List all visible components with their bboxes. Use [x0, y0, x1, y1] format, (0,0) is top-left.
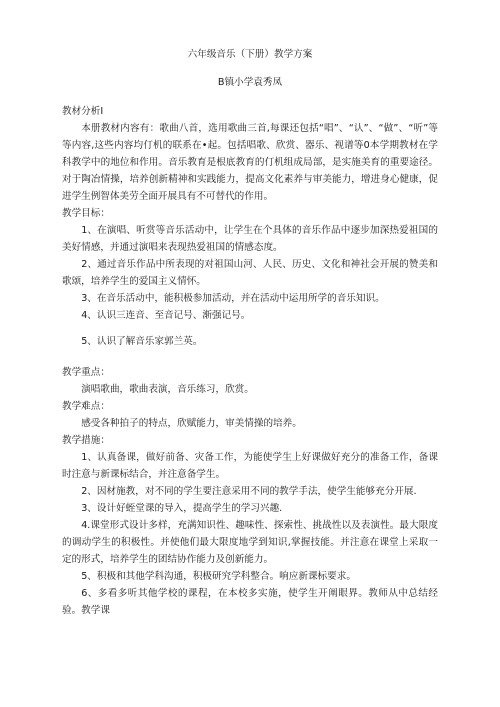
measures-heading: 教学措施：: [62, 435, 110, 446]
document-title: 六年级音乐（下册）教学方案: [187, 49, 313, 60]
analysis-heading: 教材分析I: [62, 106, 104, 117]
goals-heading: 教学目标：: [62, 208, 110, 219]
goal-item: 2、通过音乐作品中所表现的对祖国山河、人民、历史、文化和神社会开展的赞美和歌颂，培养学生的爱国主义情怀。: [62, 259, 438, 287]
measure-item: 5、积极和其他学科沟通，积极研究学科整合。响应新课标要求。: [81, 571, 356, 582]
difficulties-heading: 教学难点：: [62, 401, 110, 412]
key-points-heading: 教学重点：: [62, 367, 110, 378]
difficulties-body: 感受各种拍子的特点，欣赋能力，审美情操的培养。: [81, 418, 302, 429]
measure-item: 2、因材施教，对不同的学生要注意采用不同的教学手法，使学生能够充分开展.: [81, 486, 417, 497]
document-author: B镇小学袁秀凤: [217, 77, 283, 88]
measure-item: 6、多看多听其他学校的课程，在本校多实施，使学生开阐眼界。教师从中总结经验。教学课: [62, 588, 438, 616]
key-points-body: 演唱歌曲，歌曲表演，音乐练习，欣赏。: [81, 384, 254, 395]
goal-item: 1、在演唱、听赏等音乐活动中，让学生在个具体的音乐作品中逐步加深热爱祖国的美好情感，并通过演唱来表现热爱祖国的情感态度。: [62, 225, 438, 253]
measure-item: 1、认真备课，做好前备、灾备工作，为能使学生上好课做好充分的准备工作，备课时注意与新课标结合，并注意备学生。: [62, 452, 438, 480]
measure-item: 3、设计好蛭堂课的导入，提高学生的学习兴趣.: [81, 503, 283, 514]
goal-item: 3、在音乐活动中，能积极参加活动，并在活动中运用所学的音乐知识。: [81, 293, 385, 304]
analysis-body: 本册教材内容有：歌曲八首，选用歌曲三首,每课还包括“唱”、“认”、“做”、“听”等等内容,这些内容均仃机的联系在•起。包括唱歌、欣赏、器乐、视谱等0本学期教材在学科教学中的地位和作用。音乐教育是根底教育的仃机组成局部，是实施美育的重要途径。对于陶冶情操，培养创新精神和实践能力，提高文化素养与审美能力，增进身心健康，促进学生例智体美劳全面开展具有不可替代的作用。: [62, 123, 438, 202]
goal-item: 5、认识了解音乐家郭兰英。: [81, 336, 203, 347]
measure-item: 4.课堂形式设计多样，充满知识性、趣味性、探索性、挑战性以及表演性。最大限度的调动学生的积极性。并使他们最大限度地学到知识,掌握技能。并注意在课堂上采取一定的形式，培养学生的团结协作能力及创新能力。: [62, 520, 438, 565]
goal-item: 4、认识三连音、至音记号、渐强记号。: [81, 310, 251, 321]
